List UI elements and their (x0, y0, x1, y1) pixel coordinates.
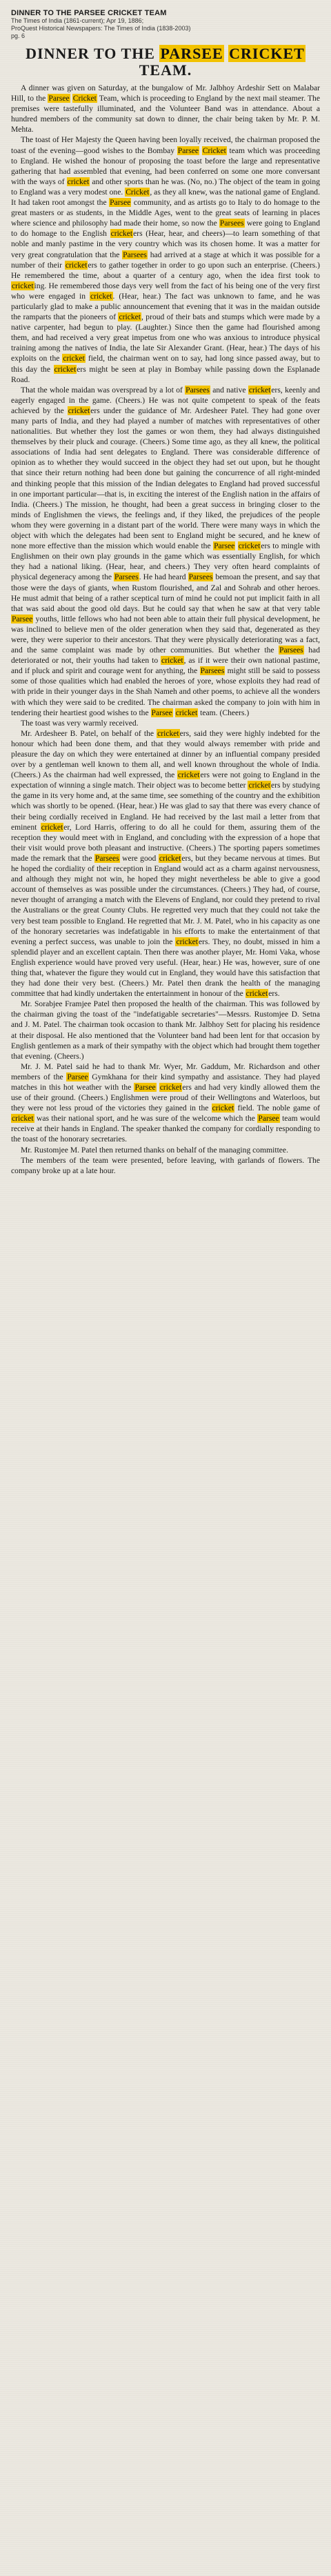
search-highlight: cricket (110, 229, 133, 239)
search-highlight: cricket (67, 177, 90, 186)
source-title: DINNER TO THE PARSEE CRICKET TEAM (11, 9, 167, 17)
publication-line: The Times of India (1861-current); Apr 19, 1886; (11, 17, 144, 24)
search-highlight: cricket (248, 385, 271, 395)
search-highlight: Parsees (185, 385, 210, 395)
search-highlight: Parsees (123, 250, 147, 259)
article-headline: DINNER TO THE PARSEE CRICKET TEAM. (26, 45, 305, 79)
article-paragraph: The toast of Her Majesty the Queen having been loyally received, the chairman proposed the toast of the evening—good wishes to the Bombay Parsee Cricket team which was proceeding to England. He wished the honour of proposing the toast before the large and representative gathering that had assembled that evening, had been conferred on some one more conversant with the ways of cricket and other sports than he was. (No, no.) The object of the team in going to England was a very modest one. Cricket, as they all knew, was the national game of England. It had taken root amongst the Parsee community, and as artists go to Italy to do homage to the great masters or as students, in the Middle Ages, went to the great seats of learning in places where science and philosophy had made their home, so now the Parsees were going to England to do homage to the English cricketers (Hear, hear, and cheers)—to learn something of that noble and manly pastime in the very country which was its chosen home. It was a matter for very great congratulation that the Parsees had arrived at a stage at which it was possible for a number of their cricketers to gather together in order to go upon such an enterprise. (Cheers.) He remembered the time, about a quarter of a century ago, when the idea first took to cricketing. He remembered those days very well from the fact of his being one of the very first who were engaged in cricket. (Hear, hear.) The fact was unknown to fame, and he was particularly glad to make a public announcement that evening that it was in the maidan outside the ramparts that the pioneers of cricket, proud of their bats and stumps which were made by a native carpenter, had begun to play. (Laughter.) Since then the game had flourished among them, and had received a very great impetus from one who was anxious to introduce physical training among the natives of India, the late Sir Alexander Grant. (Hear, hear.) The days of his exploits on the cricket field, the chairman went on to say, had long since passed away, but to this day the cricketers might be seen at play in Bombay while passing down the Esplanade Road. (11, 135, 321, 384)
search-highlight: cricket (12, 281, 34, 290)
article-paragraph: Mr. Ardesheer B. Patel, on behalf of the cricketers, said they were highly indebted for the honour which had been done them, and that they would always remember with pride and pleasure the day on which they were entertained at dinner by an influential company presided over by a gentleman well known to them all, and well known throughout the whole of India. (Cheers.) As the chairman had well expressed, the cricketers were not going to England in the expectation of winning a single match. Their object was to become better cricketers by studying the game in its very home and, at the same time, see something of the country and the exhibition which was shortly to be opened. (Hear, hear.) He was glad to say that there was every chance of their being cordially received in England. He had received by the last mail a letter from that eminent cricketer, Lord Harris, offering to do all he could for them, assuring them of the reception they would meet with in England, and concluding with the expression of a hope that their visit would prove both pleasant and instructive. (Cheers.) The sporting papers sometimes made the remark that the Parsees were good cricketers, but they became nervous at times. But he hoped the cordiality of their reception in England would act as a charm against nervousness, and although they might not win, he hoped they might nevertheless be able to give a good account of themselves as was possible under the circumstances. (Cheers.) They had, of course, never thought of arranging a match with the Elevens of England, nor could they pretend to rival the Australians or the great County Clubs. He regretted very much that they could not take the very best team possible to England. He regretted that Mr. J. M. Patel, who in his capacity as one of the honorary secretaries was indefatigable in his efforts to make the entertainment of that evening a perfect success, was unable to join the cricketers. They, no doubt, missed in him a splendid player and an excellent captain. Then there was another player, Mr. Homi Vaka, whose English experience would have proved very useful. (Hear, hear.) He was, however, sure of one thing that, whatever the figure they would cut in England, they would have this satisfaction that they had done their very best. (Cheers.) Mr. Patel then drank the health of the managing committee that had kindly undertaken the entertainment in honour of the cricketers. (11, 728, 321, 999)
search-highlight: cricket (12, 1114, 34, 1124)
search-highlight: Parsee (67, 1072, 88, 1081)
search-highlight: Parsees (200, 666, 225, 676)
search-highlight: cricket (65, 260, 88, 270)
article-paragraph: The toast was very warmly received. (21, 718, 139, 728)
search-highlight: cricket (119, 312, 141, 322)
search-highlight: cricket (90, 291, 112, 301)
article-paragraph: Mr. Sorabjee Framjee Patel then proposed the health of the chairman. This was followed by the chairman giving the toast of the "indefatigable secretaries"—Messrs. Rustomjee D. Setna and J. M. Patel. The chairman took occasion to thank Mr. Jalbhoy Sett for placing his residence at their disposal. He also mentioned that the Volunteer band had been lent for that occasion by English gentlemen as a mark of their sympathy with the object which had brought them together that evening. (Cheers.) (11, 999, 320, 1061)
search-highlight: Parsees (219, 219, 244, 228)
article-paragraph: A dinner was given on Saturday, at the bungalow of Mr. Jalbhoy Ardeshir Sett on Malabar Hill, to the Parsee Cricket Team, which is proceeding to England by the next mail steamer. The premises were tastefully illuminated, and the Volunteer Band was in attendance. About a hundred members of the community sat down to dinner, the chair being taken by Mr. P. M. Mehta. (11, 83, 320, 134)
search-highlight: cricket (175, 708, 198, 717)
article-paragraph: That the whole maidan was overspread by a lot of Parsees and native cricketers, keenly and eagerly engaged in the game. (Cheers.) He was not quite competent to speak of the feats achieved by the cricketers under the guidance of Mr. Ardesheer Patel. They had gone over many parts of India, and they had played a number of matches with representatives of other nationalities. But whether they lost the games or won them, they had always distinguished themselves by their pluck and courage. (Cheers.) Some time ago, as they all knew, the political associations of India had sent delegates to England. There was considerable difference of opinion as to whether they would succeed in the object they had set out upon, but he thought that since their return nothing had been done but gaining the concurrence of all right-minded and thinking people that this mission of the Indian delegates to England had proved successful in one important particular—that is, in exciting the interest of the English nation in the affairs of India. (Cheers.) The mission, he thought, had been a great success in bringing closer to the minds of Englishmen the views, the feelings and, if they liked, the prejudices of the people whom they were governing in a distant part of the world. There were many ways in which the object with which the delegates had been sent to England might be secured, and he knew of none more effective than the mission which would enable the Parsee cricketers to mingle with Englishmen on their own play grounds in the game which was essentially English, for which they had a national liking. (Hear, hear, and cheers.) They very often heard complaints of physical degeneracy among the Parsees. He had heard Parsees bemoan the present, and say that those were the days of giants, when Rustom flourished, and Zal and Sohrab and other heroes. He must admit that being of a rather sceptical turn of mind he could not put implicit faith in all that was said about the good old days. But he could say that when he saw at that very table Parsee youths, little fellows who had not been able to attain their full physical development, he was inclined to believe men of the older generation when they said that, degenerated as they were, they were superior to their ancestors. That they were physically deteriorating was a fact, and the same complaint was made by other communities. But whether the Parsees had deteriorated or not, their youths had taken to cricket, as if it were their own national pastime, and if pluck and spirit and courage went for anything, the Parsees might still be said to possess some of those qualities which had enabled the heroes of yore, whose exploits they had read of with pride in their younger days in the Shah Nameh and other poems, to achieve all the wonders with which they were said to be credited. The chairman asked the company to join with him in tendering their heartiest good wishes to the Parsee cricket team. (Cheers.) (11, 385, 321, 717)
search-highlight: Parsee (110, 198, 131, 208)
search-highlight: cricket (245, 989, 268, 999)
page-number: pg. 6 (11, 32, 26, 39)
search-highlight: cricket (41, 822, 63, 832)
search-highlight: cricket (177, 770, 200, 780)
search-highlight: cricket (248, 781, 271, 790)
search-highlight: Parsee (48, 94, 70, 103)
search-highlight: cricket (68, 406, 90, 415)
search-highlight: cricket (161, 656, 183, 666)
search-highlight: Parsees (114, 572, 139, 582)
search-highlight: cricket (212, 1104, 234, 1113)
search-highlight: Parsees (188, 572, 213, 582)
article-paragraph: The members of the team were presented, before leaving, with garlands of flowers. The company broke up at a late hour. (11, 1155, 320, 1175)
search-highlight: Cricket (72, 94, 97, 103)
search-highlight: Parsee (134, 1083, 156, 1092)
article-paragraph: Mr. J. M. Patel said he had to thank Mr. Wyer, Mr. Gaddum, Mr. Richardson and other members of the Parsee Gymkhana for their kind sympathy and assistance. They had played matches in this hot weather with the Parsee cricketers and had very kindly allowed them the use of their ground. (Cheers.) Englishmen were proud of their Wellingtons and Waterloos, but they were not less proud of the victories they gained in the cricket field. The noble game of cricket was their national sport, and he was sure of the welcome which the Parsee team would receive at their hands in England. The speaker thanked the company for cordially responding to the toast of the honorary secretaries. (11, 1061, 321, 1144)
search-highlight: Parsee (214, 541, 235, 551)
search-highlight: cricket (159, 1083, 182, 1092)
search-highlight: Parsee (12, 614, 33, 623)
search-highlight: cricket (157, 728, 179, 738)
search-highlight: CRICKET (229, 45, 305, 62)
search-highlight: Cricket (202, 146, 226, 155)
search-highlight: PARSEE (160, 45, 223, 62)
database-line: ProQuest Historical Newspapers: The Times of India (1838-2003) (11, 25, 191, 32)
search-highlight: cricket (159, 853, 181, 863)
article-paragraph: Mr. Rustomjee M. Patel then returned thanks on behalf of the managing committee. (21, 1145, 288, 1155)
search-highlight: Parsee (151, 708, 172, 717)
search-highlight: Parsees (94, 853, 119, 863)
search-highlight: Parsee (177, 146, 199, 155)
search-highlight: Cricket (126, 187, 150, 197)
search-highlight: Parsee (258, 1114, 279, 1124)
search-highlight: Parsees (279, 646, 303, 655)
source-citation (11, 10, 320, 40)
search-highlight: cricket (54, 364, 77, 374)
article-body (11, 83, 320, 1176)
search-highlight: cricket (176, 937, 199, 946)
search-highlight: cricket (238, 541, 261, 551)
search-highlight: cricket (63, 354, 85, 363)
